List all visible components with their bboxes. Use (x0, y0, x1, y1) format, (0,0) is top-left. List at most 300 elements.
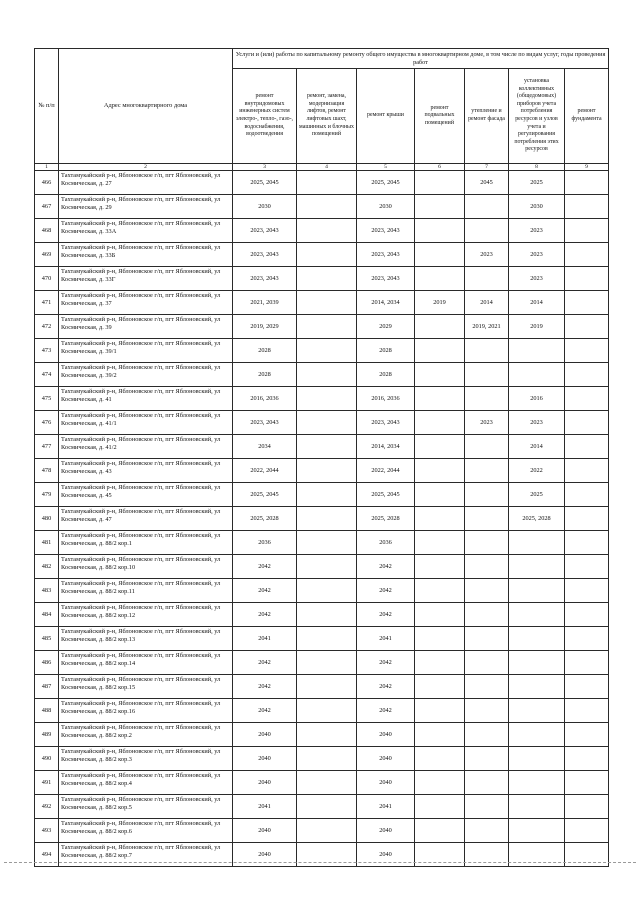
cell-facade (465, 627, 509, 651)
cell-basement (415, 795, 465, 819)
cell-elevators (297, 699, 357, 723)
cell-foundation (565, 771, 609, 795)
row-number: 490 (35, 747, 59, 771)
cell-engineering-systems: 2042 (233, 675, 297, 699)
column-number: 5 (357, 164, 415, 171)
header-engineering-systems: ремонт внутридомовых инженерных систем электро-, тепло-, газо-, водоснабжения, водоотведения (233, 69, 297, 164)
row-address: Тахтамукайский р-н, Яблоновское г/п, пгт Яблоновский, ул Космическая, д. 41/2 (59, 435, 233, 459)
cell-basement (415, 267, 465, 291)
table-row (35, 747, 609, 771)
cell-foundation (565, 555, 609, 579)
column-number: 7 (465, 164, 509, 171)
cell-foundation (565, 315, 609, 339)
table-row (35, 315, 609, 339)
cell-meters: 2014 (509, 291, 565, 315)
cell-elevators (297, 267, 357, 291)
cell-roof: 2041 (357, 627, 415, 651)
cell-foundation (565, 675, 609, 699)
cell-facade (465, 435, 509, 459)
cell-facade (465, 555, 509, 579)
cell-basement (415, 579, 465, 603)
cell-engineering-systems: 2042 (233, 651, 297, 675)
cell-foundation (565, 651, 609, 675)
cell-roof: 2028 (357, 363, 415, 387)
cell-engineering-systems: 2028 (233, 339, 297, 363)
row-address: Тахтамукайский р-н, Яблоновское г/п, пгт Яблоновский, ул Космическая, д. 33Г (59, 267, 233, 291)
cell-engineering-systems: 2019, 2029 (233, 315, 297, 339)
cell-basement (415, 747, 465, 771)
cell-roof: 2023, 2043 (357, 243, 415, 267)
cell-facade (465, 363, 509, 387)
cell-elevators (297, 555, 357, 579)
cell-facade (465, 723, 509, 747)
row-number: 494 (35, 843, 59, 867)
row-number: 481 (35, 531, 59, 555)
cell-roof: 2023, 2043 (357, 219, 415, 243)
cell-roof: 2042 (357, 603, 415, 627)
cell-foundation (565, 507, 609, 531)
row-address: Тахтамукайский р-н, Яблоновское г/п, пгт Яблоновский, ул Космическая, д. 88/2 кор.2 (59, 723, 233, 747)
row-number: 476 (35, 411, 59, 435)
cell-engineering-systems: 2042 (233, 579, 297, 603)
table-row (35, 699, 609, 723)
cell-foundation (565, 795, 609, 819)
cell-engineering-systems: 2040 (233, 771, 297, 795)
cell-facade (465, 747, 509, 771)
table-row (35, 195, 609, 219)
row-number: 472 (35, 315, 59, 339)
row-address: Тахтамукайский р-н, Яблоновское г/п, пгт Яблоновский, ул Космическая, д. 88/2 кор.10 (59, 555, 233, 579)
column-number: 4 (297, 164, 357, 171)
cell-engineering-systems: 2025, 2028 (233, 507, 297, 531)
cell-basement (415, 699, 465, 723)
row-number: 467 (35, 195, 59, 219)
cell-basement (415, 555, 465, 579)
cell-elevators (297, 315, 357, 339)
cell-engineering-systems: 2021, 2039 (233, 291, 297, 315)
cell-meters (509, 627, 565, 651)
cell-foundation (565, 723, 609, 747)
cell-elevators (297, 723, 357, 747)
cell-engineering-systems: 2025, 2045 (233, 483, 297, 507)
cell-engineering-systems: 2040 (233, 843, 297, 867)
row-number: 480 (35, 507, 59, 531)
header-number: № п/п (35, 49, 59, 164)
cell-foundation (565, 219, 609, 243)
column-number: 6 (415, 164, 465, 171)
cell-elevators (297, 363, 357, 387)
row-number: 471 (35, 291, 59, 315)
table-row (35, 459, 609, 483)
cell-roof: 2014, 2034 (357, 291, 415, 315)
cell-meters (509, 531, 565, 555)
cell-roof: 2023, 2043 (357, 411, 415, 435)
row-number: 484 (35, 603, 59, 627)
cell-roof: 2042 (357, 555, 415, 579)
cell-meters (509, 747, 565, 771)
cell-roof: 2030 (357, 195, 415, 219)
cell-foundation (565, 339, 609, 363)
cell-foundation (565, 435, 609, 459)
row-number: 487 (35, 675, 59, 699)
cell-engineering-systems: 2042 (233, 699, 297, 723)
cell-meters (509, 723, 565, 747)
column-number: 2 (59, 164, 233, 171)
row-address: Тахтамукайский р-н, Яблоновское г/п, пгт Яблоновский, ул Космическая, д. 88/2 кор.7 (59, 843, 233, 867)
table-row (35, 291, 609, 315)
cell-meters (509, 675, 565, 699)
cell-roof: 2025, 2045 (357, 171, 415, 195)
table-row (35, 435, 609, 459)
cell-basement (415, 411, 465, 435)
cell-roof: 2040 (357, 747, 415, 771)
cell-foundation (565, 531, 609, 555)
row-address: Тахтамукайский р-н, Яблоновское г/п, пгт Яблоновский, ул Космическая, д. 88/2 кор.11 (59, 579, 233, 603)
cell-meters (509, 339, 565, 363)
cell-basement (415, 771, 465, 795)
table-row (35, 267, 609, 291)
cell-facade: 2045 (465, 171, 509, 195)
table-row (35, 243, 609, 267)
cell-meters (509, 699, 565, 723)
cell-elevators (297, 771, 357, 795)
cell-roof: 2040 (357, 771, 415, 795)
cell-facade (465, 219, 509, 243)
cell-roof: 2042 (357, 651, 415, 675)
table-body (35, 171, 609, 867)
cell-elevators (297, 195, 357, 219)
cell-facade (465, 339, 509, 363)
cell-foundation (565, 387, 609, 411)
row-number: 473 (35, 339, 59, 363)
row-number: 477 (35, 435, 59, 459)
cell-foundation (565, 747, 609, 771)
cell-elevators (297, 411, 357, 435)
cell-basement (415, 507, 465, 531)
cell-facade: 2014 (465, 291, 509, 315)
cell-meters: 2019 (509, 315, 565, 339)
cell-foundation (565, 267, 609, 291)
cell-basement (415, 819, 465, 843)
row-number: 479 (35, 483, 59, 507)
row-address: Тахтамукайский р-н, Яблоновское г/п, пгт Яблоновский, ул Космическая, д. 39/2 (59, 363, 233, 387)
row-number: 478 (35, 459, 59, 483)
column-number-row (35, 164, 609, 171)
cell-foundation (565, 459, 609, 483)
cell-engineering-systems: 2023, 2043 (233, 219, 297, 243)
cell-meters (509, 363, 565, 387)
row-address: Тахтамукайский р-н, Яблоновское г/п, пгт Яблоновский, ул Космическая, д. 88/2 кор.13 (59, 627, 233, 651)
header-meters: установка коллективных (общедомовых) приборов учета потребления ресурсов и узлов учета и регулирования потребления этих ресурсов (509, 69, 565, 164)
cell-facade (465, 819, 509, 843)
cell-foundation (565, 483, 609, 507)
cell-meters: 2023 (509, 243, 565, 267)
row-address: Тахтамукайский р-н, Яблоновское г/п, пгт Яблоновский, ул Космическая, д. 45 (59, 483, 233, 507)
cell-foundation (565, 291, 609, 315)
cell-facade (465, 675, 509, 699)
row-address: Тахтамукайский р-н, Яблоновское г/п, пгт Яблоновский, ул Космическая, д. 41/1 (59, 411, 233, 435)
row-address: Тахтамукайский р-н, Яблоновское г/п, пгт Яблоновский, ул Космическая, д. 37 (59, 291, 233, 315)
table-row (35, 723, 609, 747)
cell-basement (415, 315, 465, 339)
cell-engineering-systems: 2028 (233, 363, 297, 387)
cell-facade (465, 195, 509, 219)
cell-elevators (297, 627, 357, 651)
cell-basement (415, 483, 465, 507)
cell-engineering-systems: 2034 (233, 435, 297, 459)
cell-facade: 2023 (465, 243, 509, 267)
row-number: 483 (35, 579, 59, 603)
column-number: 1 (35, 164, 59, 171)
cell-meters (509, 819, 565, 843)
cell-engineering-systems: 2040 (233, 819, 297, 843)
row-address: Тахтамукайский р-н, Яблоновское г/п, пгт Яблоновский, ул Космическая, д. 41 (59, 387, 233, 411)
row-number: 493 (35, 819, 59, 843)
cell-roof: 2036 (357, 531, 415, 555)
capital-repair-table (34, 48, 609, 867)
row-address: Тахтамукайский р-н, Яблоновское г/п, пгт Яблоновский, ул Космическая, д. 88/2 кор.12 (59, 603, 233, 627)
cell-elevators (297, 795, 357, 819)
cell-facade (465, 699, 509, 723)
cell-engineering-systems: 2023, 2043 (233, 243, 297, 267)
row-address: Тахтамукайский р-н, Яблоновское г/п, пгт Яблоновский, ул Космическая, д. 88/2 кор.4 (59, 771, 233, 795)
cell-facade (465, 795, 509, 819)
cell-roof: 2040 (357, 819, 415, 843)
cell-foundation (565, 579, 609, 603)
row-address: Тахтамукайский р-н, Яблоновское г/п, пгт Яблоновский, ул Космическая, д. 33Б (59, 243, 233, 267)
header-foundation: ремонт фундамента (565, 69, 609, 164)
cell-meters: 2023 (509, 219, 565, 243)
cell-meters (509, 579, 565, 603)
cell-elevators (297, 651, 357, 675)
cell-engineering-systems: 2041 (233, 795, 297, 819)
cell-meters (509, 651, 565, 675)
cell-roof: 2040 (357, 723, 415, 747)
cell-elevators (297, 339, 357, 363)
row-address: Тахтамукайский р-н, Яблоновское г/п, пгт Яблоновский, ул Космическая, д. 88/2 кор.6 (59, 819, 233, 843)
cell-foundation (565, 195, 609, 219)
table-row (35, 363, 609, 387)
table-row (35, 171, 609, 195)
cell-basement (415, 195, 465, 219)
table-row (35, 795, 609, 819)
header-elevators: ремонт, замена, модернизация лифтов, ремонт лифтовых шахт, машинных и блочных помещений (297, 69, 357, 164)
cell-engineering-systems: 2023, 2043 (233, 267, 297, 291)
cell-facade (465, 603, 509, 627)
cell-engineering-systems: 2040 (233, 747, 297, 771)
row-number: 485 (35, 627, 59, 651)
cell-roof: 2028 (357, 339, 415, 363)
cell-roof: 2042 (357, 579, 415, 603)
cell-basement (415, 387, 465, 411)
row-address: Тахтамукайский р-н, Яблоновское г/п, пгт Яблоновский, ул Космическая, д. 47 (59, 507, 233, 531)
cell-basement (415, 531, 465, 555)
cell-meters: 2025 (509, 483, 565, 507)
cell-facade (465, 267, 509, 291)
cell-facade (465, 459, 509, 483)
cell-engineering-systems: 2040 (233, 723, 297, 747)
cell-facade: 2023 (465, 411, 509, 435)
cell-roof: 2042 (357, 675, 415, 699)
header-address: Адрес многоквартирного дома (59, 49, 233, 164)
cell-elevators (297, 531, 357, 555)
table-row (35, 771, 609, 795)
cell-basement (415, 723, 465, 747)
cell-roof: 2025, 2045 (357, 483, 415, 507)
table-row (35, 819, 609, 843)
cell-facade (465, 483, 509, 507)
cell-foundation (565, 243, 609, 267)
header-roof: ремонт крыши (357, 69, 415, 164)
row-number: 470 (35, 267, 59, 291)
cell-roof: 2042 (357, 699, 415, 723)
cell-basement (415, 459, 465, 483)
cell-roof: 2029 (357, 315, 415, 339)
page-bottom-divider (4, 862, 636, 863)
cell-foundation (565, 363, 609, 387)
cell-basement (415, 243, 465, 267)
cell-engineering-systems: 2023, 2043 (233, 411, 297, 435)
cell-basement (415, 651, 465, 675)
cell-roof: 2025, 2028 (357, 507, 415, 531)
cell-meters: 2023 (509, 411, 565, 435)
cell-facade (465, 771, 509, 795)
cell-roof: 2040 (357, 843, 415, 867)
cell-foundation (565, 411, 609, 435)
cell-engineering-systems: 2016, 2036 (233, 387, 297, 411)
row-address: Тахтамукайский р-н, Яблоновское г/п, пгт Яблоновский, ул Космическая, д. 88/2 кор.3 (59, 747, 233, 771)
cell-basement (415, 339, 465, 363)
cell-engineering-systems: 2042 (233, 555, 297, 579)
table-row (35, 555, 609, 579)
cell-roof: 2022, 2044 (357, 459, 415, 483)
cell-roof: 2016, 2036 (357, 387, 415, 411)
row-address: Тахтамукайский р-н, Яблоновское г/п, пгт Яблоновский, ул Космическая, д. 43 (59, 459, 233, 483)
cell-engineering-systems: 2042 (233, 603, 297, 627)
table-row (35, 483, 609, 507)
row-number: 492 (35, 795, 59, 819)
cell-facade (465, 507, 509, 531)
cell-basement (415, 171, 465, 195)
cell-meters (509, 771, 565, 795)
cell-meters (509, 603, 565, 627)
row-address: Тахтамукайский р-н, Яблоновское г/п, пгт Яблоновский, ул Космическая, д. 88/2 кор.5 (59, 795, 233, 819)
cell-elevators (297, 459, 357, 483)
table-row (35, 675, 609, 699)
cell-basement (415, 675, 465, 699)
cell-basement (415, 435, 465, 459)
cell-meters: 2030 (509, 195, 565, 219)
cell-meters: 2025 (509, 171, 565, 195)
column-number: 9 (565, 164, 609, 171)
cell-meters: 2023 (509, 267, 565, 291)
table-row (35, 603, 609, 627)
row-number: 491 (35, 771, 59, 795)
row-number: 469 (35, 243, 59, 267)
table-row (35, 219, 609, 243)
cell-meters: 2022 (509, 459, 565, 483)
cell-meters: 2025, 2028 (509, 507, 565, 531)
cell-foundation (565, 603, 609, 627)
column-number: 3 (233, 164, 297, 171)
cell-facade (465, 387, 509, 411)
header-services-title: Услуги и (или) работы по капитальному ремонту общего имущества в многоквартирном доме, в том числе по видам услуг, годы проведения работ (233, 49, 609, 69)
cell-foundation (565, 627, 609, 651)
cell-elevators (297, 819, 357, 843)
row-address: Тахтамукайский р-н, Яблоновское г/п, пгт Яблоновский, ул Космическая, д. 39/1 (59, 339, 233, 363)
cell-engineering-systems: 2025, 2045 (233, 171, 297, 195)
cell-engineering-systems: 2030 (233, 195, 297, 219)
table-row (35, 627, 609, 651)
cell-roof: 2041 (357, 795, 415, 819)
cell-roof: 2014, 2034 (357, 435, 415, 459)
row-number: 468 (35, 219, 59, 243)
row-number: 474 (35, 363, 59, 387)
cell-engineering-systems: 2036 (233, 531, 297, 555)
cell-elevators (297, 219, 357, 243)
cell-facade (465, 651, 509, 675)
column-number: 8 (509, 164, 565, 171)
row-address: Тахтамукайский р-н, Яблоновское г/п, пгт Яблоновский, ул Космическая, д. 88/2 кор.15 (59, 675, 233, 699)
header-basement: ремонт подвальных помещений (415, 69, 465, 164)
cell-elevators (297, 291, 357, 315)
table-row (35, 531, 609, 555)
cell-meters: 2014 (509, 435, 565, 459)
cell-facade (465, 579, 509, 603)
cell-meters: 2016 (509, 387, 565, 411)
cell-elevators (297, 603, 357, 627)
cell-engineering-systems: 2041 (233, 627, 297, 651)
row-address: Тахтамукайский р-н, Яблоновское г/п, пгт Яблоновский, ул Космическая, д. 88/2 кор.16 (59, 699, 233, 723)
cell-elevators (297, 243, 357, 267)
cell-meters (509, 555, 565, 579)
table-row (35, 507, 609, 531)
row-number: 489 (35, 723, 59, 747)
cell-elevators (297, 387, 357, 411)
cell-facade: 2019, 2021 (465, 315, 509, 339)
cell-elevators (297, 171, 357, 195)
header-facade: утепление и ремонт фасада (465, 69, 509, 164)
cell-basement (415, 363, 465, 387)
row-address: Тахтамукайский р-н, Яблоновское г/п, пгт Яблоновский, ул Космическая, д. 88/2 кор.14 (59, 651, 233, 675)
row-number: 488 (35, 699, 59, 723)
cell-elevators (297, 483, 357, 507)
table-row (35, 387, 609, 411)
table-row (35, 339, 609, 363)
table-row (35, 411, 609, 435)
table-row (35, 579, 609, 603)
cell-elevators (297, 435, 357, 459)
row-number: 466 (35, 171, 59, 195)
cell-basement: 2019 (415, 291, 465, 315)
row-address: Тахтамукайский р-н, Яблоновское г/п, пгт Яблоновский, ул Космическая, д. 88/2 кор.1 (59, 531, 233, 555)
row-number: 486 (35, 651, 59, 675)
cell-facade (465, 531, 509, 555)
row-address: Тахтамукайский р-н, Яблоновское г/п, пгт Яблоновский, ул Космическая, д. 33А (59, 219, 233, 243)
cell-engineering-systems: 2022, 2044 (233, 459, 297, 483)
cell-roof: 2023, 2043 (357, 267, 415, 291)
row-number: 482 (35, 555, 59, 579)
cell-elevators (297, 579, 357, 603)
cell-elevators (297, 507, 357, 531)
cell-basement (415, 627, 465, 651)
cell-basement (415, 603, 465, 627)
row-address: Тахтамукайский р-н, Яблоновское г/п, пгт Яблоновский, ул Космическая, д. 27 (59, 171, 233, 195)
cell-foundation (565, 699, 609, 723)
cell-basement (415, 219, 465, 243)
cell-foundation (565, 819, 609, 843)
cell-elevators (297, 747, 357, 771)
